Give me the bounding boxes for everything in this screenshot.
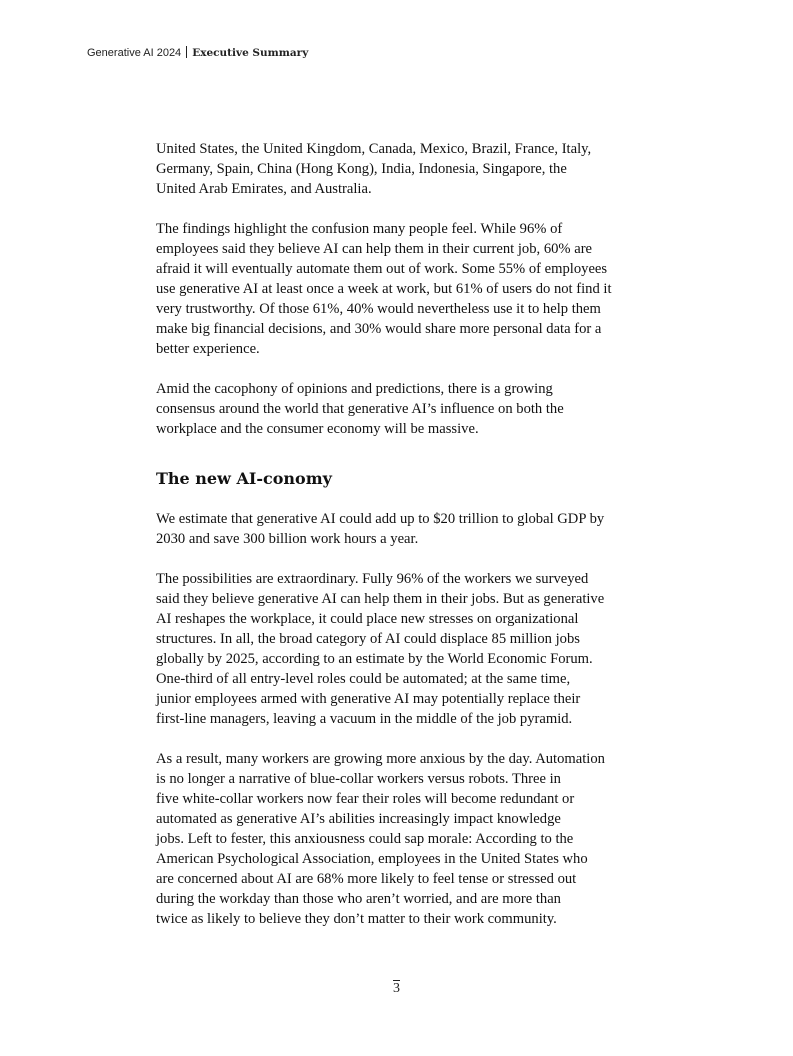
heading-spacer — [156, 490, 646, 509]
paragraph-anxiety — [156, 749, 646, 929]
text-line: make big financial decisions, and 30% would share more personal data for a — [156, 321, 602, 337]
paragraph-spacer — [156, 729, 646, 749]
text-line: workplace and the consumer economy will be massive. — [156, 421, 479, 437]
text-line: better experience. — [156, 341, 260, 357]
text-line: five white-collar workers now fear their roles will become redundant or — [156, 791, 575, 807]
text-line: automated as generative AI’s abilities increasingly impact knowledge — [156, 811, 561, 827]
text-line: Amid the cacophony of opinions and predictions, there is a growing — [156, 381, 553, 397]
paragraph-findings — [156, 219, 646, 359]
section-heading: The new AI-conomy — [156, 469, 332, 488]
text-line: AI reshapes the workplace, it could place new stresses on organizational — [156, 611, 579, 627]
text-line: American Psychological Association, employees in the United States who — [156, 851, 588, 867]
heading-spacer — [156, 439, 646, 468]
text-line: are concerned about AI are 68% more likely to feel tense or stressed out — [156, 871, 577, 887]
text-line: use generative AI at least once a week at work, but 61% of users do not find it — [156, 281, 612, 297]
paragraph-spacer — [156, 549, 646, 569]
text-line: structures. In all, the broad category of AI could displace 85 million jobs — [156, 631, 580, 647]
paragraph-consensus — [156, 379, 646, 439]
text-line: during the workday than those who aren’t worried, and are more than — [156, 891, 561, 907]
text-line: globally by 2025, according to an estimate by the World Economic Forum. — [156, 651, 593, 667]
page-number: 3 — [393, 981, 400, 996]
paragraph-possibilities — [156, 569, 646, 729]
text-line: first-line managers, leaving a vacuum in the middle of the job pyramid. — [156, 711, 573, 727]
page-footer — [0, 979, 793, 999]
running-header — [87, 45, 308, 61]
document-title: Generative AI 2024 — [87, 47, 182, 59]
text-line: 2030 and save 300 billion work hours a year. — [156, 531, 419, 547]
header-divider — [186, 46, 187, 58]
body-content — [156, 139, 646, 929]
text-line: As a result, many workers are growing more anxious by the day. Automation — [156, 751, 605, 767]
text-line: is no longer a narrative of blue-collar workers versus robots. Three in — [156, 771, 561, 787]
text-line: employees said they believe AI can help them in their current job, 60% are — [156, 241, 593, 257]
paragraph-spacer — [156, 199, 646, 219]
text-line: One-third of all entry-level roles could be automated; at the same time, — [156, 671, 571, 687]
section-title: Executive Summary — [192, 47, 309, 59]
text-line: afraid it will eventually automate them out of work. Some 55% of employees — [156, 261, 608, 277]
paragraph-estimate — [156, 509, 646, 549]
text-line: United Arab Emirates, and Australia. — [156, 181, 372, 197]
text-line: United States, the United Kingdom, Canada, Mexico, Brazil, France, Italy, — [156, 141, 592, 157]
text-line: twice as likely to believe they don’t matter to their work community. — [156, 911, 557, 927]
text-line: We estimate that generative AI could add up to $20 trillion to global GDP by — [156, 511, 605, 527]
text-line: Germany, Spain, China (Hong Kong), India, Indonesia, Singapore, the — [156, 161, 567, 177]
text-line: very trustworthy. Of those 61%, 40% would nevertheless use it to help them — [156, 301, 601, 317]
text-line: jobs. Left to fester, this anxiousness could sap morale: According to the — [156, 831, 574, 847]
text-line: said they believe generative AI can help them in their jobs. But as generative — [156, 591, 605, 607]
text-line: junior employees armed with generative AI may potentially replace their — [156, 691, 581, 707]
paragraph-spacer — [156, 359, 646, 379]
text-line: The possibilities are extraordinary. Fully 96% of the workers we surveyed — [156, 571, 589, 587]
paragraph-countries — [156, 139, 646, 199]
text-line: consensus around the world that generative AI’s influence on both the — [156, 401, 564, 417]
text-line: The findings highlight the confusion many people feel. While 96% of — [156, 221, 563, 237]
